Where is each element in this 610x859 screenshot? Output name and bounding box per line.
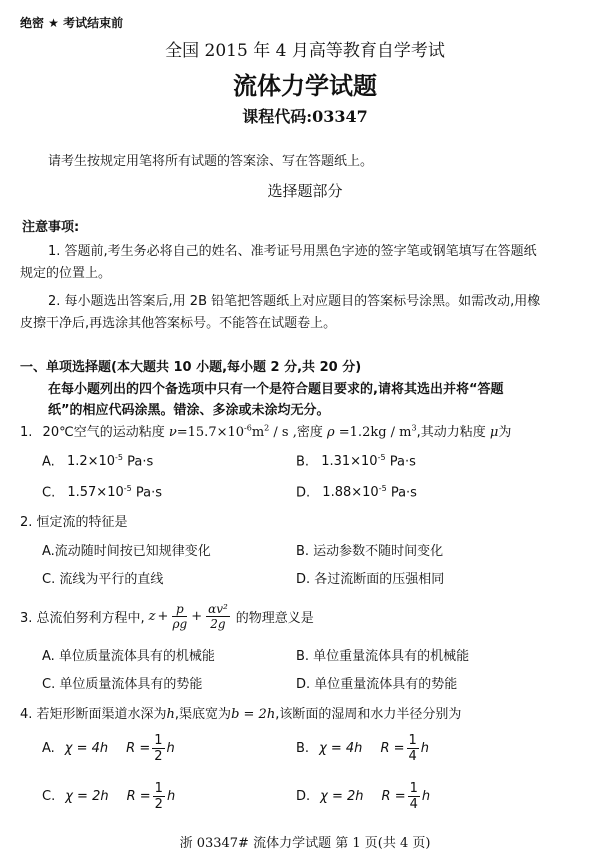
q4-text-b: ,渠底宽为 bbox=[174, 707, 232, 722]
question-4 bbox=[20, 703, 461, 722]
fraction-denominator: 4 bbox=[408, 748, 417, 764]
page-title: 流体力学试题 bbox=[233, 71, 377, 100]
q1-option-a bbox=[42, 453, 153, 469]
note-item-2-line1: 2. 每小题选出答案后,用 2B 铅笔把答题纸上对应题目的答案标号涂黑。如需改动,用橡 bbox=[48, 294, 541, 309]
option-label: B. bbox=[296, 454, 310, 470]
q2-option-d: D. 各过流断面的压强相同 bbox=[296, 572, 445, 587]
option-value: 1.31×10 bbox=[321, 454, 378, 470]
option-label: C. bbox=[42, 788, 56, 804]
option-r: R = bbox=[126, 740, 151, 756]
q1-rho: ρ bbox=[326, 425, 335, 440]
option-chi: χ = 2h bbox=[65, 788, 109, 804]
question-3 bbox=[20, 598, 314, 634]
fraction-denominator: ρg bbox=[172, 616, 188, 631]
q1-eq: =15.7×10 bbox=[176, 425, 245, 440]
q1-text-b: ,其动力粘度 bbox=[416, 425, 486, 440]
q3-z: z bbox=[148, 608, 156, 624]
option-unit: Pa·s bbox=[127, 454, 154, 470]
option-exp: -5 bbox=[377, 453, 386, 462]
q4-h: h bbox=[166, 707, 175, 722]
fraction-numerator: p bbox=[172, 603, 187, 617]
note-item-2-line2: 皮擦干净后,再选涂其他答案标号。不能答在试题卷上。 bbox=[20, 316, 337, 331]
q1-exp: -6 bbox=[244, 423, 252, 433]
fraction-numerator: 1 bbox=[409, 780, 418, 796]
q1-option-c bbox=[42, 484, 162, 500]
q1-number: 1. bbox=[20, 425, 33, 440]
option-label: D. bbox=[296, 788, 311, 804]
q1-unit: m bbox=[251, 425, 265, 440]
q2-option-c: C. 流线为平行的直线 bbox=[42, 572, 164, 587]
option-value: 1.57×10 bbox=[67, 485, 124, 501]
option-chi: χ = 4h bbox=[64, 740, 109, 756]
option-label: A. bbox=[42, 740, 55, 756]
notes-title: 注意事项: bbox=[22, 220, 80, 235]
q3-prefix: 3. 总流伯努利方程中, bbox=[20, 610, 145, 626]
option-h: h bbox=[166, 788, 176, 804]
q4-text-c: ,该断面的湿周和水力半径分别为 bbox=[275, 707, 462, 722]
q3-option-d: D. 单位重量流体具有的势能 bbox=[296, 677, 458, 692]
q3-fraction-pressure bbox=[172, 603, 187, 630]
q4-b-eq: b = 2h bbox=[231, 707, 276, 722]
q1-text-c: 为 bbox=[498, 425, 512, 440]
q1-mu: μ bbox=[489, 425, 499, 440]
option-unit: Pa·s bbox=[135, 485, 163, 501]
q1-option-d bbox=[296, 484, 417, 500]
section-desc-line2: 纸”的相应代码涂黑。错涂、多涂或未涂均无分。 bbox=[48, 403, 330, 418]
note-item-1-line1: 1. 答题前,考生务必将自己的姓名、准考证号用黑色字迹的签字笔或钢笔填写在答题纸 bbox=[48, 244, 537, 259]
fraction-numerator: 1 bbox=[408, 732, 417, 748]
fraction-denominator: 2 bbox=[154, 796, 163, 812]
fraction-numerator: 1 bbox=[154, 732, 163, 748]
q1-rho-val: =1.2kg / m bbox=[334, 425, 412, 440]
note-item-1-line2: 规定的位置上。 bbox=[20, 266, 112, 281]
exam-title: 全国 2015 年 4 月高等教育自学考试 bbox=[165, 41, 445, 61]
option-exp: -5 bbox=[123, 484, 132, 493]
option-label: B. bbox=[296, 740, 310, 756]
fraction-denominator: 4 bbox=[409, 796, 418, 812]
q1-unit-tail: / s ,密度 bbox=[269, 425, 323, 440]
option-fraction bbox=[408, 782, 420, 811]
option-fraction bbox=[407, 734, 419, 763]
option-fraction bbox=[152, 734, 164, 763]
confidential-mark: 绝密 ★ 考试结束前 bbox=[20, 16, 124, 30]
course-code: 课程代码:03347 bbox=[242, 107, 368, 126]
q2-option-a: A.流动随时间按已知规律变化 bbox=[42, 544, 211, 559]
option-label: D. bbox=[296, 485, 311, 501]
q3-fraction-velocity bbox=[206, 603, 230, 630]
option-label: A. bbox=[42, 454, 55, 470]
option-chi: χ = 4h bbox=[319, 740, 363, 756]
section-desc-line1: 在每小题列出的四个备选项中只有一个是符合题目要求的,请将其选出并将“答题 bbox=[48, 382, 504, 397]
answer-instruction: 请考生按规定用笔将所有试题的答案涂、写在答题纸上。 bbox=[48, 154, 374, 169]
option-value: 1.88×10 bbox=[322, 485, 379, 501]
option-h: h bbox=[420, 740, 430, 756]
part-title: 选择题部分 bbox=[267, 182, 343, 200]
q1-text-a: 20℃空气的运动粘度 bbox=[42, 425, 165, 440]
q1-rho-sup: 3 bbox=[411, 423, 417, 433]
option-r: R = bbox=[380, 740, 405, 756]
q3-option-a: A. 单位质量流体具有的机械能 bbox=[42, 649, 215, 664]
q3-plus: + bbox=[191, 608, 203, 624]
q2-option-b: B. 运动参数不随时间变化 bbox=[296, 544, 444, 559]
fraction-numerator: 1 bbox=[154, 780, 163, 796]
option-unit: Pa·s bbox=[389, 454, 416, 470]
option-exp: -5 bbox=[378, 484, 387, 493]
option-h: h bbox=[166, 740, 175, 756]
option-chi: χ = 2h bbox=[320, 788, 364, 804]
section-title: 一、单项选择题(本大题共 10 小题,每小题 2 分,共 20 分) bbox=[20, 360, 362, 375]
q4-option-b bbox=[296, 730, 429, 766]
fraction-numerator: αv² bbox=[208, 601, 228, 616]
option-label: C. bbox=[42, 485, 56, 501]
option-value: 1.2×10 bbox=[66, 454, 116, 470]
option-h: h bbox=[421, 788, 431, 804]
q3-plus: + bbox=[157, 608, 169, 624]
option-r: R = bbox=[381, 788, 406, 804]
q1-unit-sup: 2 bbox=[264, 423, 270, 433]
option-fraction bbox=[153, 782, 165, 811]
q3-suffix: 的物理意义是 bbox=[235, 610, 314, 626]
option-r: R = bbox=[126, 788, 151, 804]
question-1 bbox=[20, 421, 511, 440]
q4-option-c bbox=[42, 778, 175, 814]
q3-option-b: B. 单位重量流体具有的机械能 bbox=[296, 649, 470, 664]
fraction-denominator: 2g bbox=[210, 616, 226, 631]
q1-option-b bbox=[296, 453, 416, 469]
q4-text-a: 4. 若矩形断面渠道水深为 bbox=[20, 707, 167, 722]
option-exp: -5 bbox=[115, 453, 124, 462]
q4-option-a bbox=[42, 730, 175, 766]
q1-nu: ν bbox=[168, 425, 177, 440]
page-footer: 浙 03347# 流体力学试题 第 1 页(共 4 页) bbox=[179, 836, 431, 851]
question-2: 2. 恒定流的特征是 bbox=[20, 515, 128, 530]
q4-option-d bbox=[296, 778, 430, 814]
fraction-denominator: 2 bbox=[154, 748, 163, 764]
option-unit: Pa·s bbox=[390, 485, 417, 501]
q3-option-c: C. 单位质量流体具有的势能 bbox=[42, 677, 203, 692]
